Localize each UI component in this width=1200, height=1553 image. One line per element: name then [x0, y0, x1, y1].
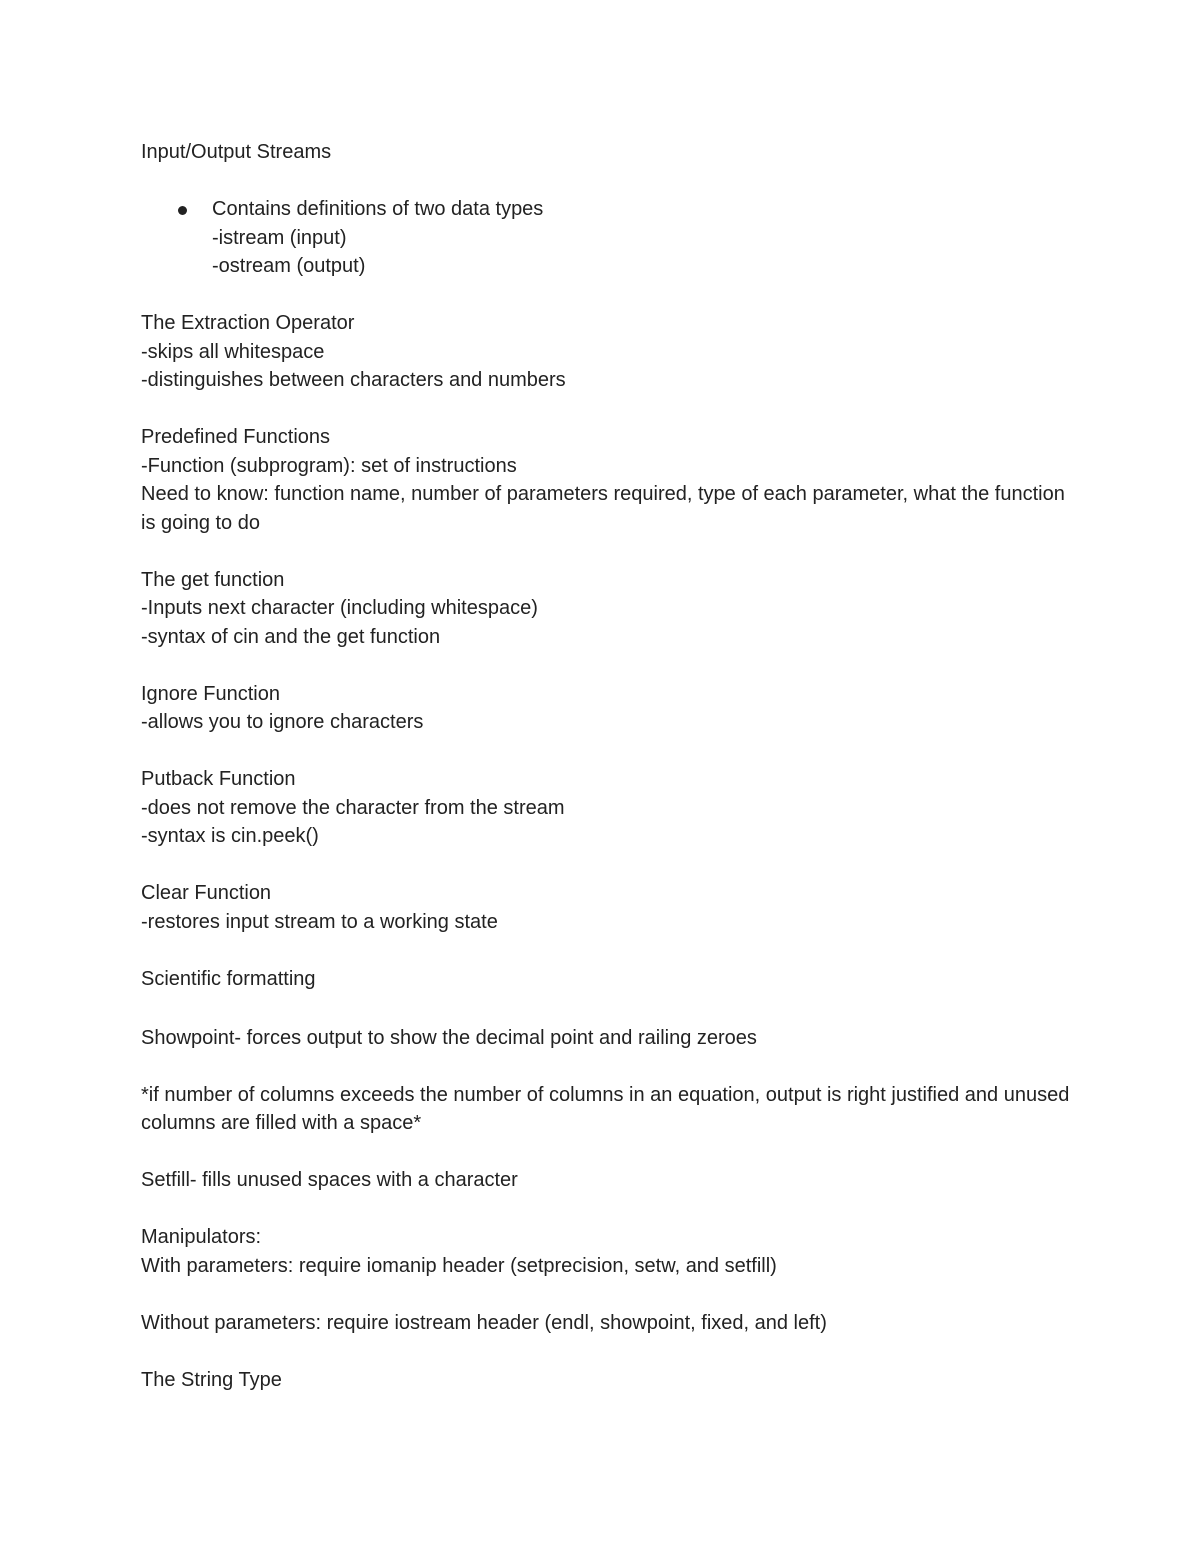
heading-predefined-functions: Predefined Functions	[141, 426, 331, 448]
putback-note-1: -does not remove the character from the stream	[141, 796, 565, 819]
heading-manipulators: Manipulators:	[141, 1226, 262, 1248]
get-note-2: -syntax of cin and the get function	[141, 625, 441, 648]
get-note-1: -Inputs next character (including whitespace)	[141, 597, 538, 619]
heading-get-function: The get function	[141, 568, 285, 591]
extraction-note-1: -skips all whitespace	[141, 340, 325, 363]
setfill-note: Setfill- fills unused spaces with a character	[141, 1169, 518, 1191]
columns-note: *if number of columns exceeds the number of columns in an equation, output is right justified and unused columns are filled with a space*	[141, 1083, 1075, 1134]
document-page	[141, 138, 1075, 1394]
heading-string-type: The String Type	[141, 1368, 282, 1391]
istream-line: -istream (input)	[212, 226, 347, 249]
putback-note-2: -syntax is cin.peek()	[141, 825, 319, 847]
heading-clear-function: Clear Function	[141, 882, 272, 904]
heading-ignore-function: Ignore Function	[141, 682, 280, 705]
showpoint-note: Showpoint- forces output to show the decimal point and railing zeroes	[141, 1026, 757, 1049]
heading-extraction-operator: The Extraction Operator	[141, 312, 355, 334]
bullet-dot-icon	[178, 206, 187, 215]
manipulators-with-params: With parameters: require iomanip header (setprecision, setw, and setfill)	[141, 1254, 777, 1277]
extraction-note-2: -distinguishes between characters and numbers	[141, 369, 566, 391]
predefined-note-1: -Function (subprogram): set of instructions	[141, 454, 517, 477]
predefined-note-2: Need to know: function name, number of parameters required, type of each parameter, what the function is going to do	[141, 483, 1071, 534]
heading-putback-function: Putback Function	[141, 768, 296, 790]
ostream-line: -ostream (output)	[212, 255, 366, 277]
bullet-data-types	[141, 195, 1071, 281]
clear-note-1: -restores input stream to a working state	[141, 910, 498, 933]
heading-io-streams: Input/Output Streams	[141, 141, 332, 163]
bullet-text: Contains definitions of two data types	[212, 198, 544, 220]
ignore-note-1: -allows you to ignore characters	[141, 711, 424, 733]
manipulators-without-params: Without parameters: require iostream header (endl, showpoint, fixed, and left)	[141, 1311, 827, 1334]
heading-scientific-formatting: Scientific formatting	[141, 967, 316, 990]
